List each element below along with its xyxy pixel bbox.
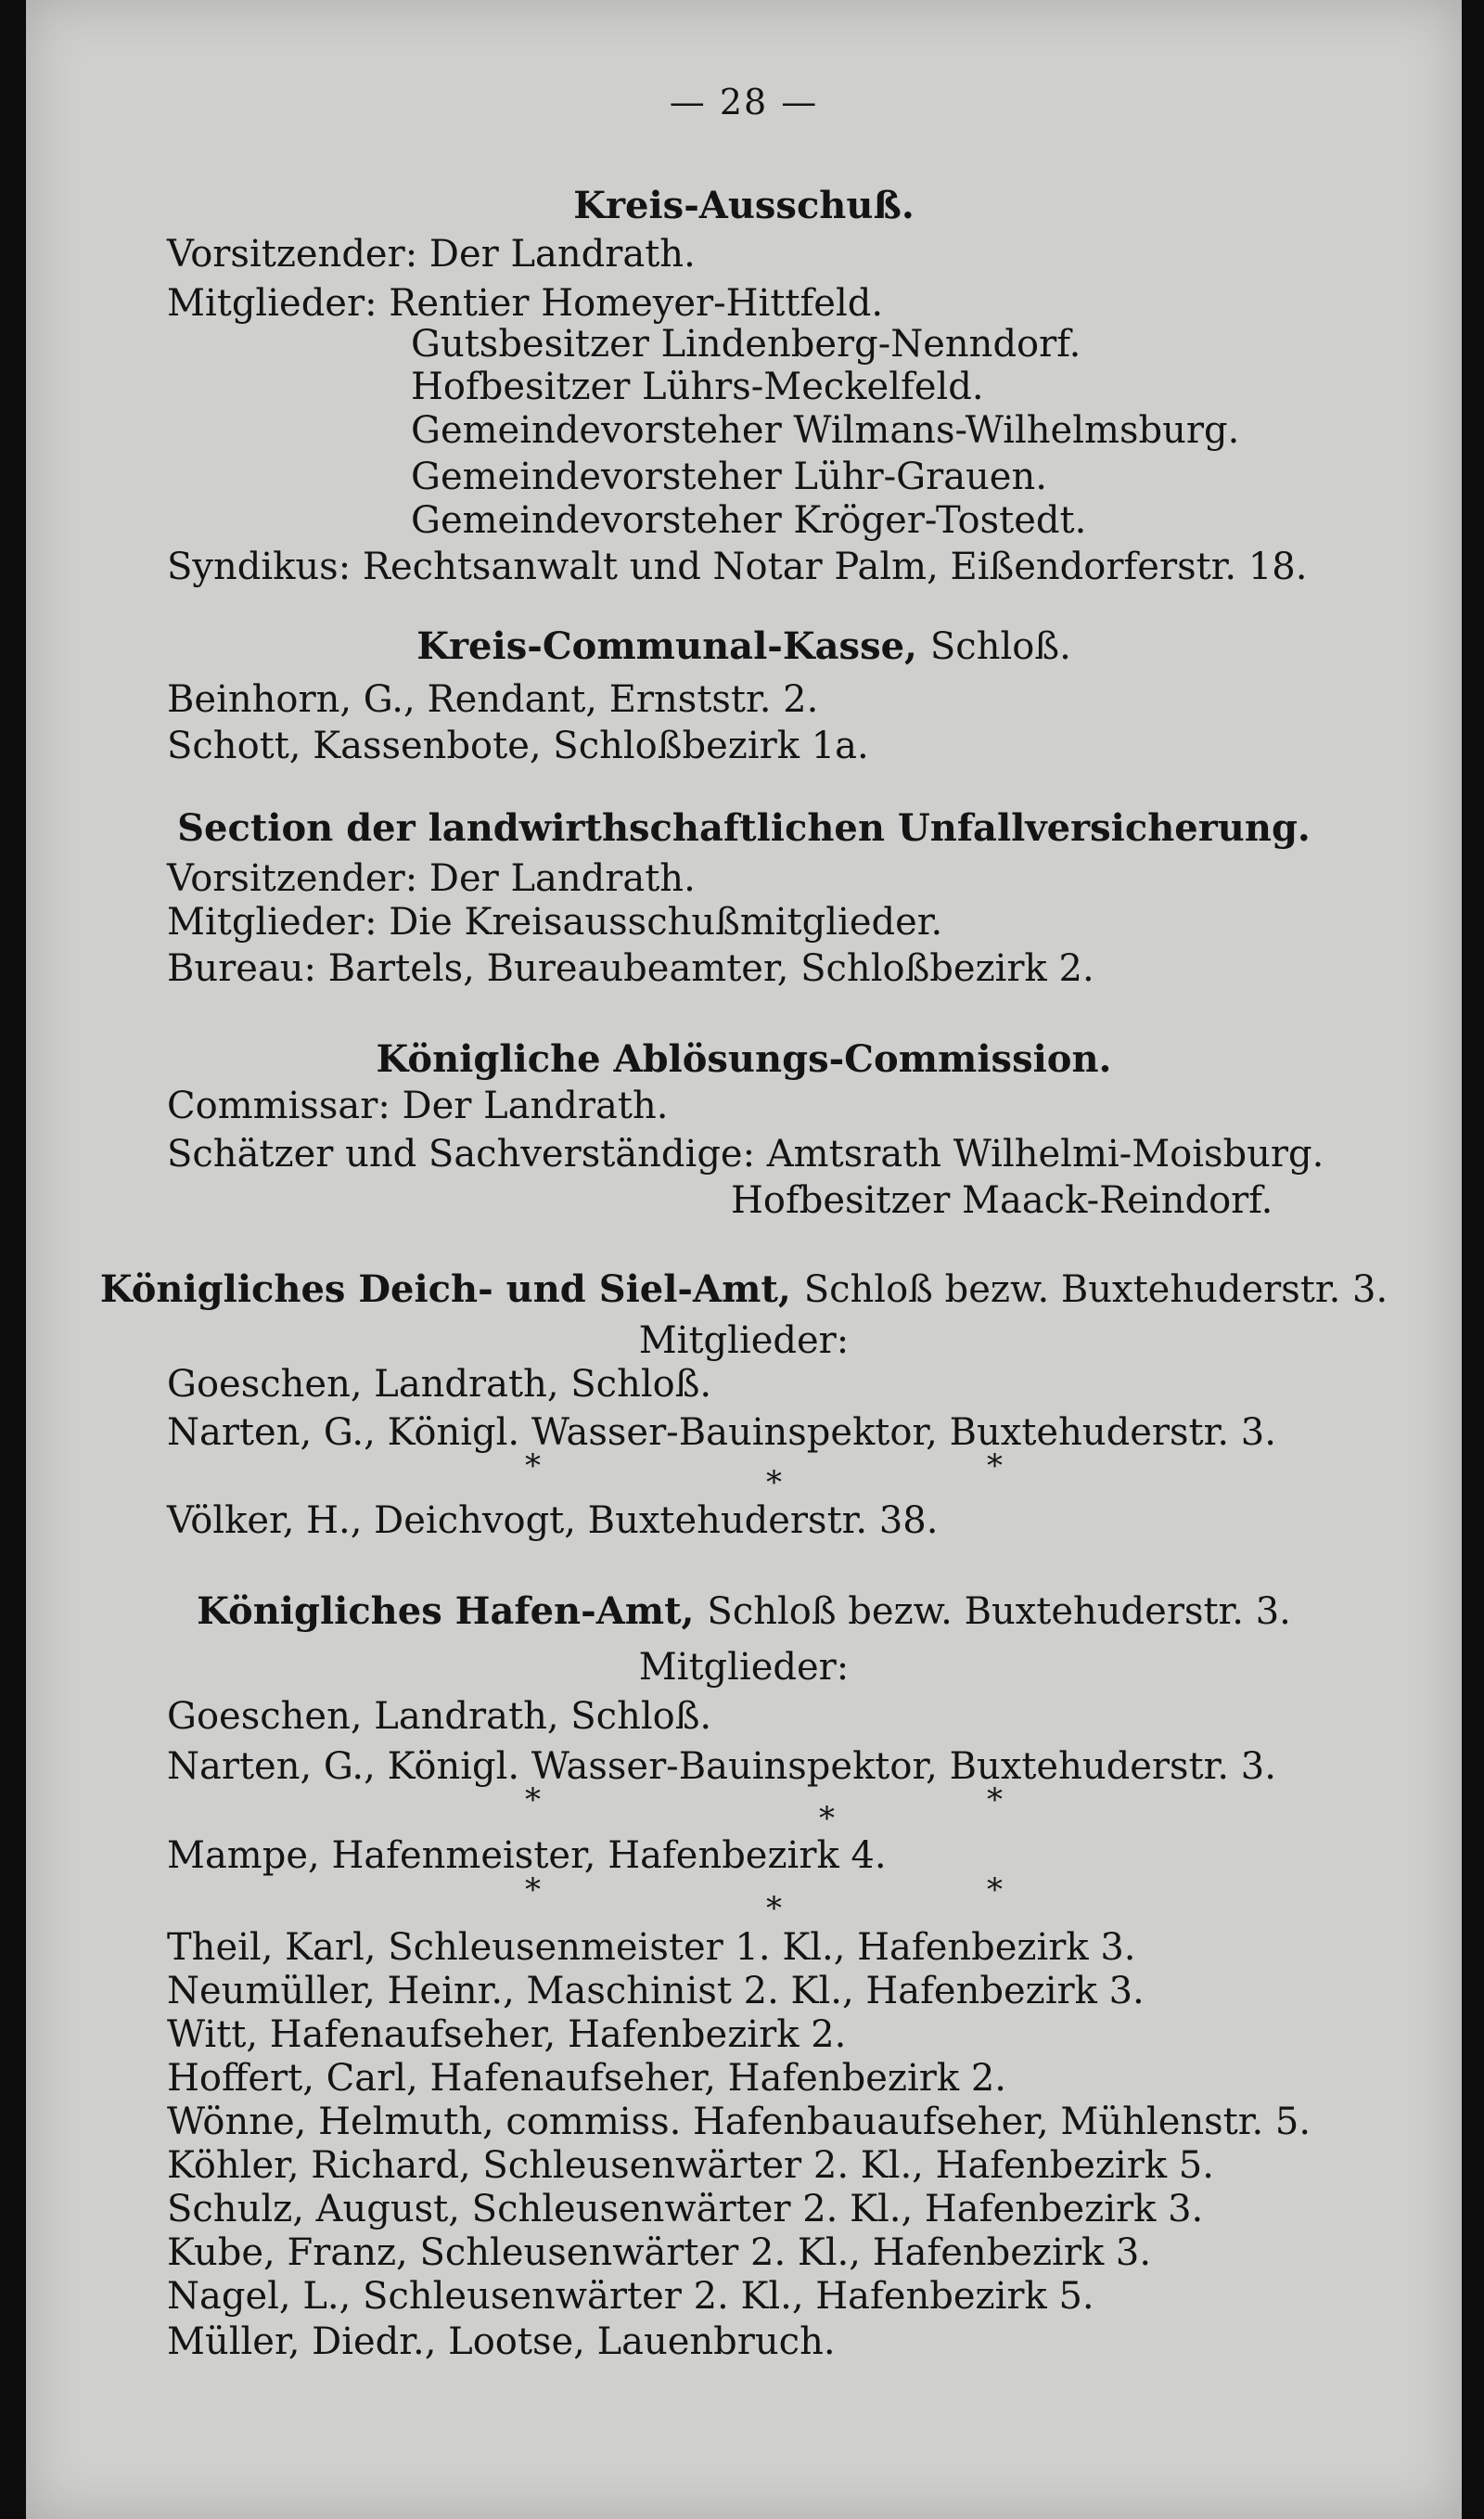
- entry-line: Gutsbesitzer Lindenberg-Nenndorf.: [411, 323, 1081, 366]
- section-location: Schloß bezw. Buxtehuderstr. 3.: [803, 1268, 1388, 1311]
- entry-line: Narten, G., Königl. Wasser-Bauinspektor, Buxtehuderstr. 3.: [167, 1745, 1276, 1788]
- members-label: Mitglieder:: [638, 1319, 850, 1362]
- section-title-hafen-amt: [26, 1588, 1462, 1635]
- section-title-text: Königliches Deich- und Siel-Amt,: [99, 1267, 791, 1311]
- entry-line: Narten, G., Königl. Wasser-Bauinspektor, Buxtehuderstr. 3.: [167, 1411, 1276, 1454]
- entry-line: Neumüller, Heinr., Maschinist 2. Kl., Hafenbezirk 3.: [167, 1970, 1145, 2012]
- divider-star: *: [525, 1871, 541, 1909]
- entry-line: Köhler, Richard, Schleusenwärter 2. Kl., Hafenbezirk 5.: [167, 2144, 1214, 2187]
- entry-line: Mitglieder: Rentier Homeyer-Hittfeld.: [167, 282, 884, 325]
- divider-star: *: [525, 1447, 541, 1484]
- entry-line: Mitglieder: Die Kreisausschußmitglieder.: [167, 901, 943, 944]
- divider-star: *: [766, 1890, 782, 1927]
- section-location: Schloß bezw. Buxtehuderstr. 3.: [707, 1590, 1291, 1633]
- entry-line: Gemeindevorsteher Kröger-Tostedt.: [411, 499, 1087, 542]
- entry-line: Müller, Diedr., Lootse, Lauenbruch.: [167, 2320, 836, 2363]
- section-title-kreis-ausschuss: Kreis-Ausschuß.: [573, 184, 915, 227]
- section-title-text: Kreis-Communal-Kasse,: [416, 624, 917, 668]
- divider-star: *: [987, 1447, 1003, 1484]
- entry-line: Theil, Karl, Schleusenmeister 1. Kl., Hafenbezirk 3.: [167, 1926, 1136, 1969]
- section-title-kreis-kasse: [26, 623, 1462, 670]
- divider-star: *: [766, 1464, 782, 1501]
- divider-star: *: [987, 1871, 1003, 1909]
- section-title-abloesung: Königliche Ablösungs-Commission.: [376, 1037, 1112, 1081]
- document-page: [26, 0, 1462, 2519]
- entry-line: Völker, H., Deichvogt, Buxtehuderstr. 38.: [167, 1499, 939, 1542]
- entry-line: Vorsitzender: Der Landrath.: [167, 233, 696, 276]
- divider-star: *: [819, 1800, 835, 1837]
- section-location: Schloß.: [929, 625, 1071, 668]
- members-label: Mitglieder:: [638, 1646, 850, 1689]
- entry-line: Schulz, August, Schleusenwärter 2. Kl., Hafenbezirk 3.: [167, 2188, 1204, 2230]
- entry-line: Gemeindevorsteher Lühr-Grauen.: [411, 456, 1047, 498]
- section-title-deich-amt: [26, 1266, 1462, 1313]
- entry-line: Syndikus: Rechtsanwalt und Notar Palm, Eißendorferstr. 18.: [167, 546, 1308, 588]
- entry-line: Goeschen, Landrath, Schloß.: [167, 1695, 712, 1738]
- entry-line: Commissar: Der Landrath.: [167, 1085, 669, 1127]
- page-number: — 28 —: [669, 82, 819, 122]
- entry-line: Wönne, Helmuth, commiss. Hafenbauaufseher, Mühlenstr. 5.: [167, 2101, 1311, 2143]
- divider-star: *: [987, 1781, 1003, 1819]
- entry-line: Hofbesitzer Lührs-Meckelfeld.: [411, 366, 984, 408]
- entry-line: Kube, Franz, Schleusenwärter 2. Kl., Hafenbezirk 3.: [167, 2231, 1152, 2274]
- entry-line: Gemeindevorsteher Wilmans-Wilhelmsburg.: [411, 409, 1240, 452]
- entry-line: Bureau: Bartels, Bureaubeamter, Schloßbezirk 2.: [167, 947, 1094, 990]
- section-title-unfallversicherung: Section der landwirthschaftlichen Unfallversicherung.: [177, 806, 1311, 850]
- entry-line: Hofbesitzer Maack-Reindorf.: [731, 1179, 1273, 1222]
- entry-line: Goeschen, Landrath, Schloß.: [167, 1363, 712, 1406]
- section-title-text: Königliches Hafen-Amt,: [197, 1589, 695, 1633]
- entry-line: Mampe, Hafenmeister, Hafenbezirk 4.: [167, 1834, 887, 1877]
- entry-line: Beinhorn, G., Rendant, Ernststr. 2.: [167, 678, 819, 721]
- entry-line: Schätzer und Sachverständige: Amtsrath Wilhelmi-Moisburg.: [167, 1133, 1324, 1176]
- entry-line: Vorsitzender: Der Landrath.: [167, 857, 696, 900]
- entry-line: Hoffert, Carl, Hafenaufseher, Hafenbezirk 2.: [167, 2057, 1006, 2100]
- divider-star: *: [525, 1781, 541, 1819]
- entry-line: Nagel, L., Schleusenwärter 2. Kl., Hafenbezirk 5.: [167, 2275, 1094, 2318]
- entry-line: Schott, Kassenbote, Schloßbezirk 1a.: [167, 725, 869, 767]
- entry-line: Witt, Hafenaufseher, Hafenbezirk 2.: [167, 2013, 847, 2056]
